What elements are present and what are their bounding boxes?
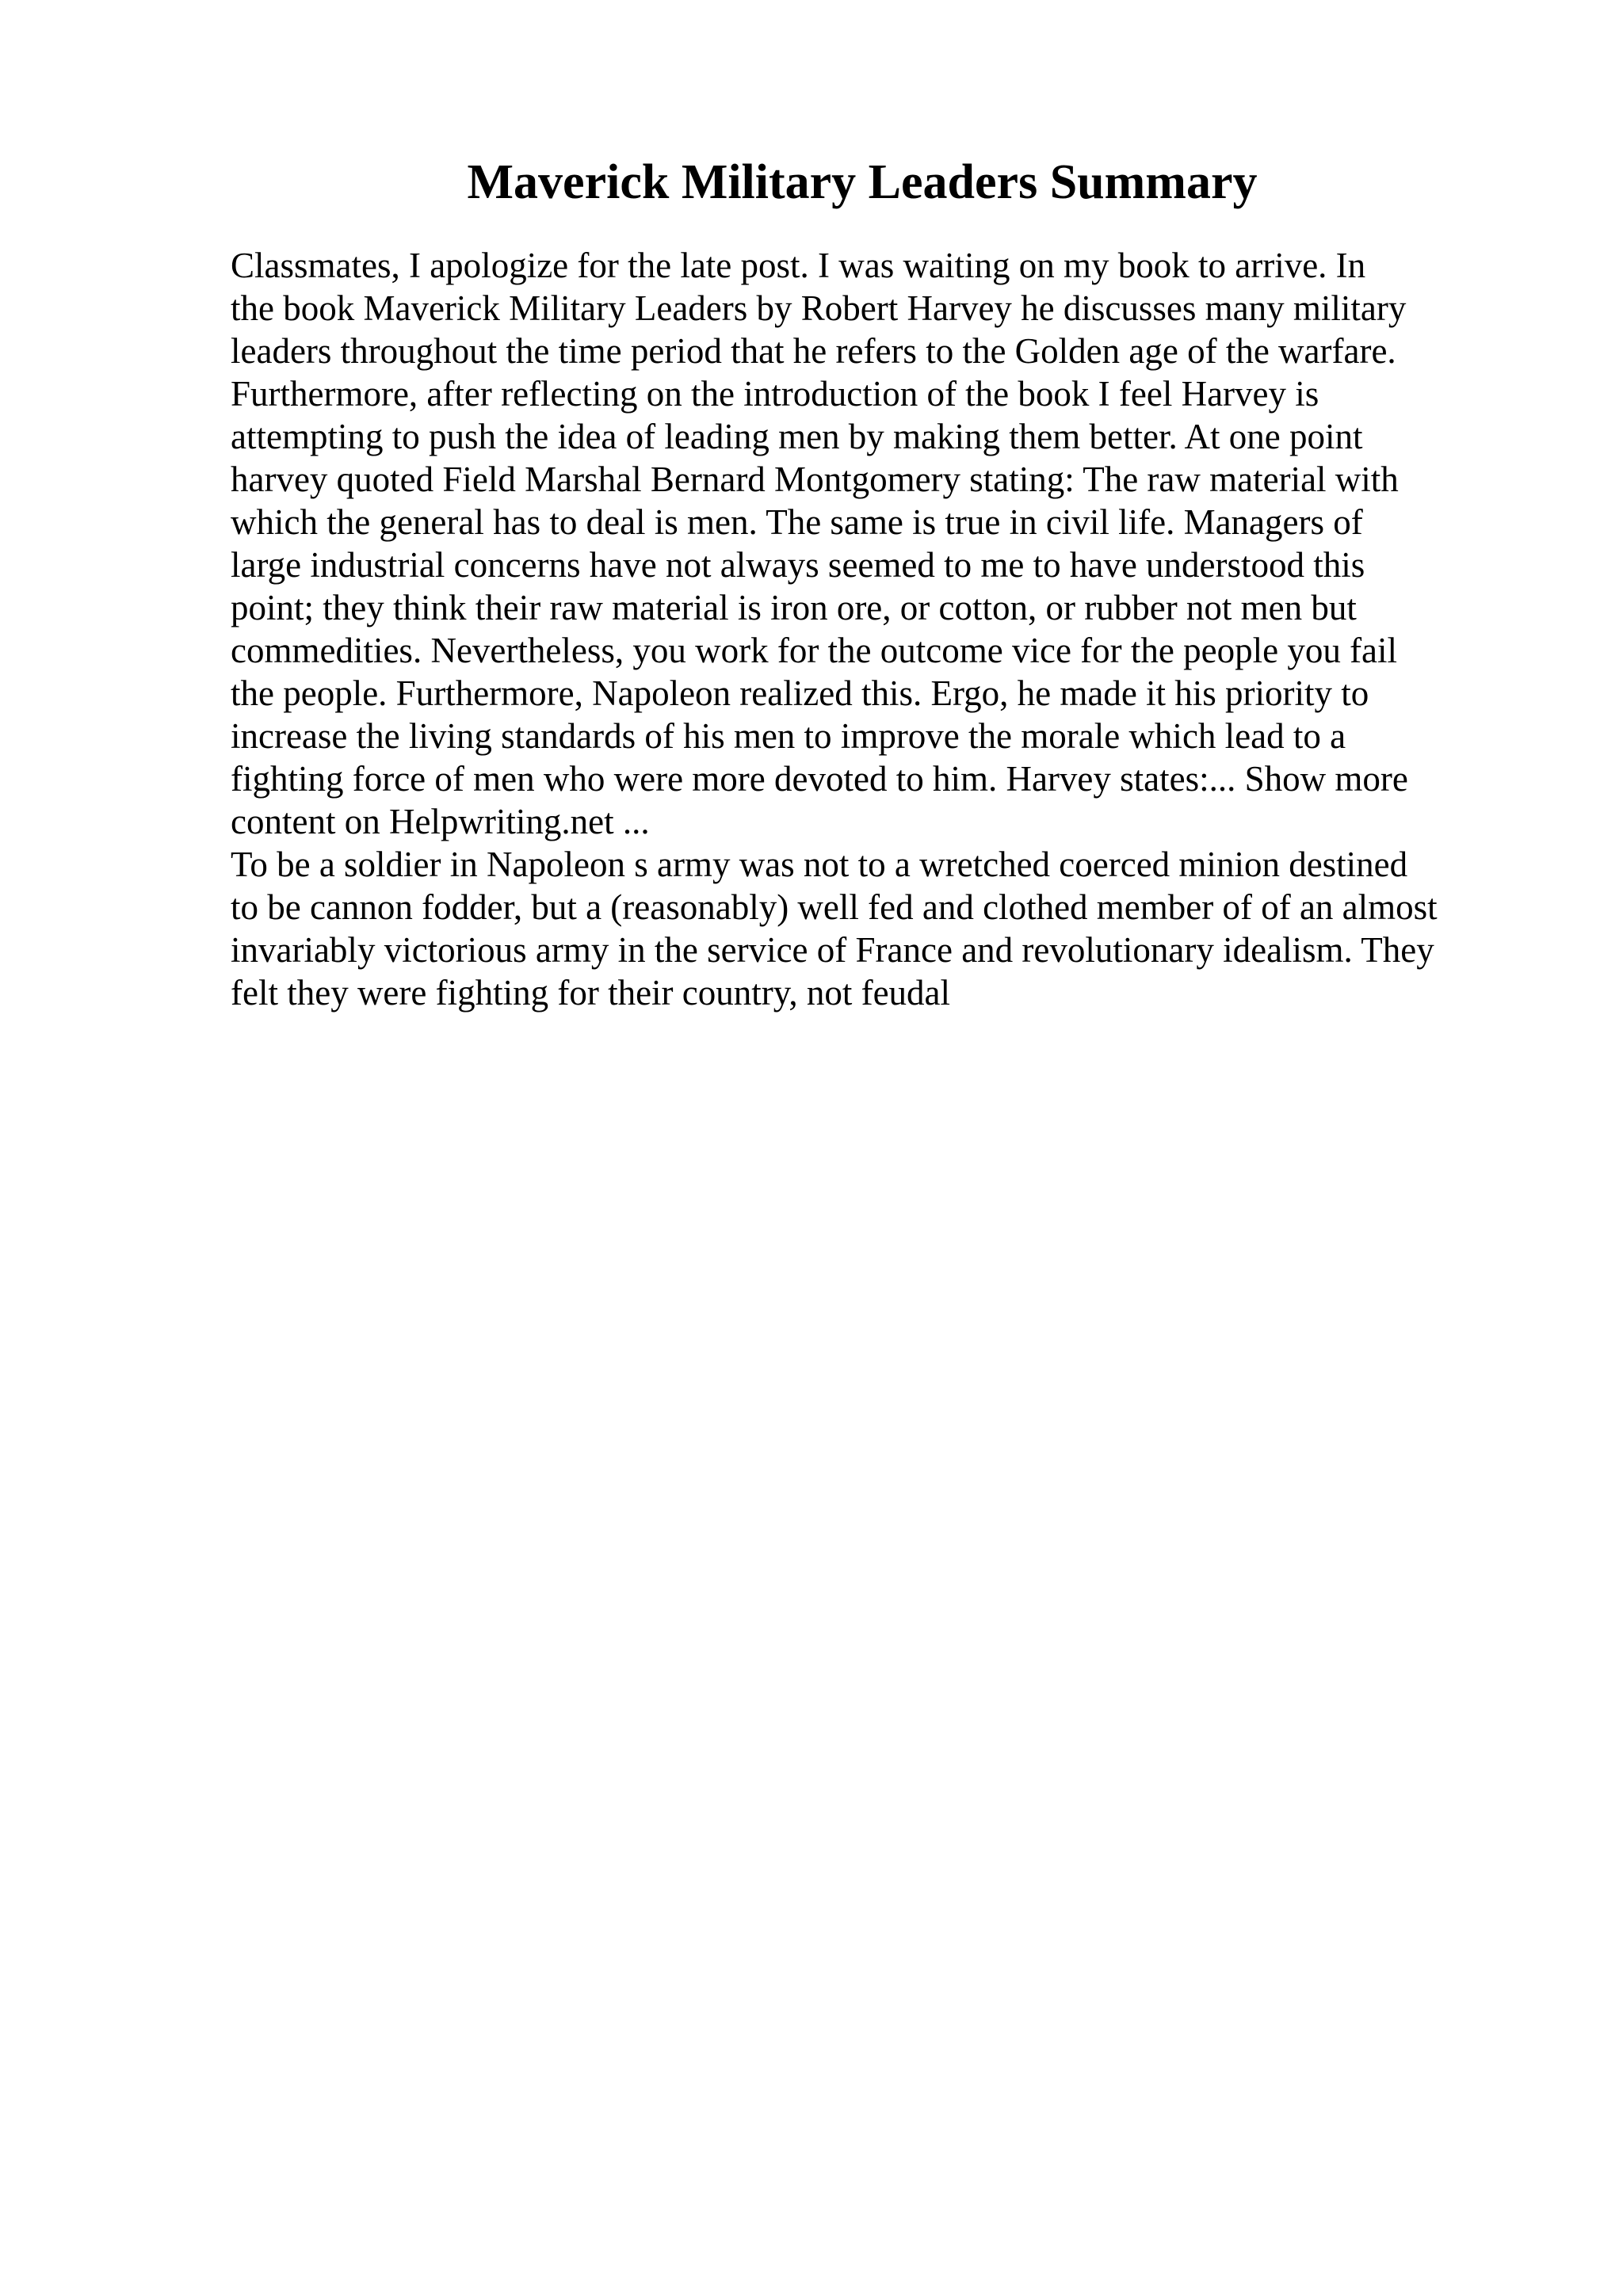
text-line: large industrial concerns have not always seemed to me to have understood this	[231, 545, 1365, 585]
text-line: invariably victorious army in the service of France and revolutionary idealism. They	[231, 930, 1434, 970]
text-line: increase the living standards of his men to improve the morale which lead to a	[231, 716, 1346, 756]
text-line: content on Helpwriting.net ...	[231, 802, 650, 841]
text-line: which the general has to deal is men. The same is true in civil life. Managers of	[231, 502, 1363, 542]
text-line: point; they think their raw material is iron ore, or cotton, or rubber not men but	[231, 588, 1357, 627]
text-line: attempting to push the idea of leading men by making them better. At one point	[231, 417, 1363, 456]
text-line: To be a soldier in Napoleon s army was not to a wretched coerced minion destined	[231, 845, 1408, 884]
document-title: Maverick Military Leaders Summary	[467, 155, 1258, 209]
text-line: Furthermore, after reflecting on the introduction of the book I feel Harvey is	[231, 374, 1319, 414]
text-line: the book Maverick Military Leaders by Robert Harvey he discusses many military	[231, 288, 1407, 328]
document-body	[231, 244, 1499, 1014]
text-line: to be cannon fodder, but a (reasonably) well fed and clothed member of of an almost	[231, 887, 1438, 927]
text-line: the people. Furthermore, Napoleon realized this. Ergo, he made it his priority to	[231, 673, 1369, 713]
text-line: fighting force of men who were more devoted to him. Harvey states:... Show more	[231, 759, 1408, 799]
text-line: felt they were fighting for their country, not feudal	[231, 973, 951, 1013]
text-line: Classmates, I apologize for the late post. I was waiting on my book to arrive. In	[231, 246, 1366, 285]
text-line: harvey quoted Field Marshal Bernard Montgomery stating: The raw material with	[231, 460, 1399, 499]
text-line: commedities. Nevertheless, you work for the outcome vice for the people you fail	[231, 631, 1398, 670]
text-line: leaders throughout the time period that he refers to the Golden age of the warfare.	[231, 331, 1396, 371]
